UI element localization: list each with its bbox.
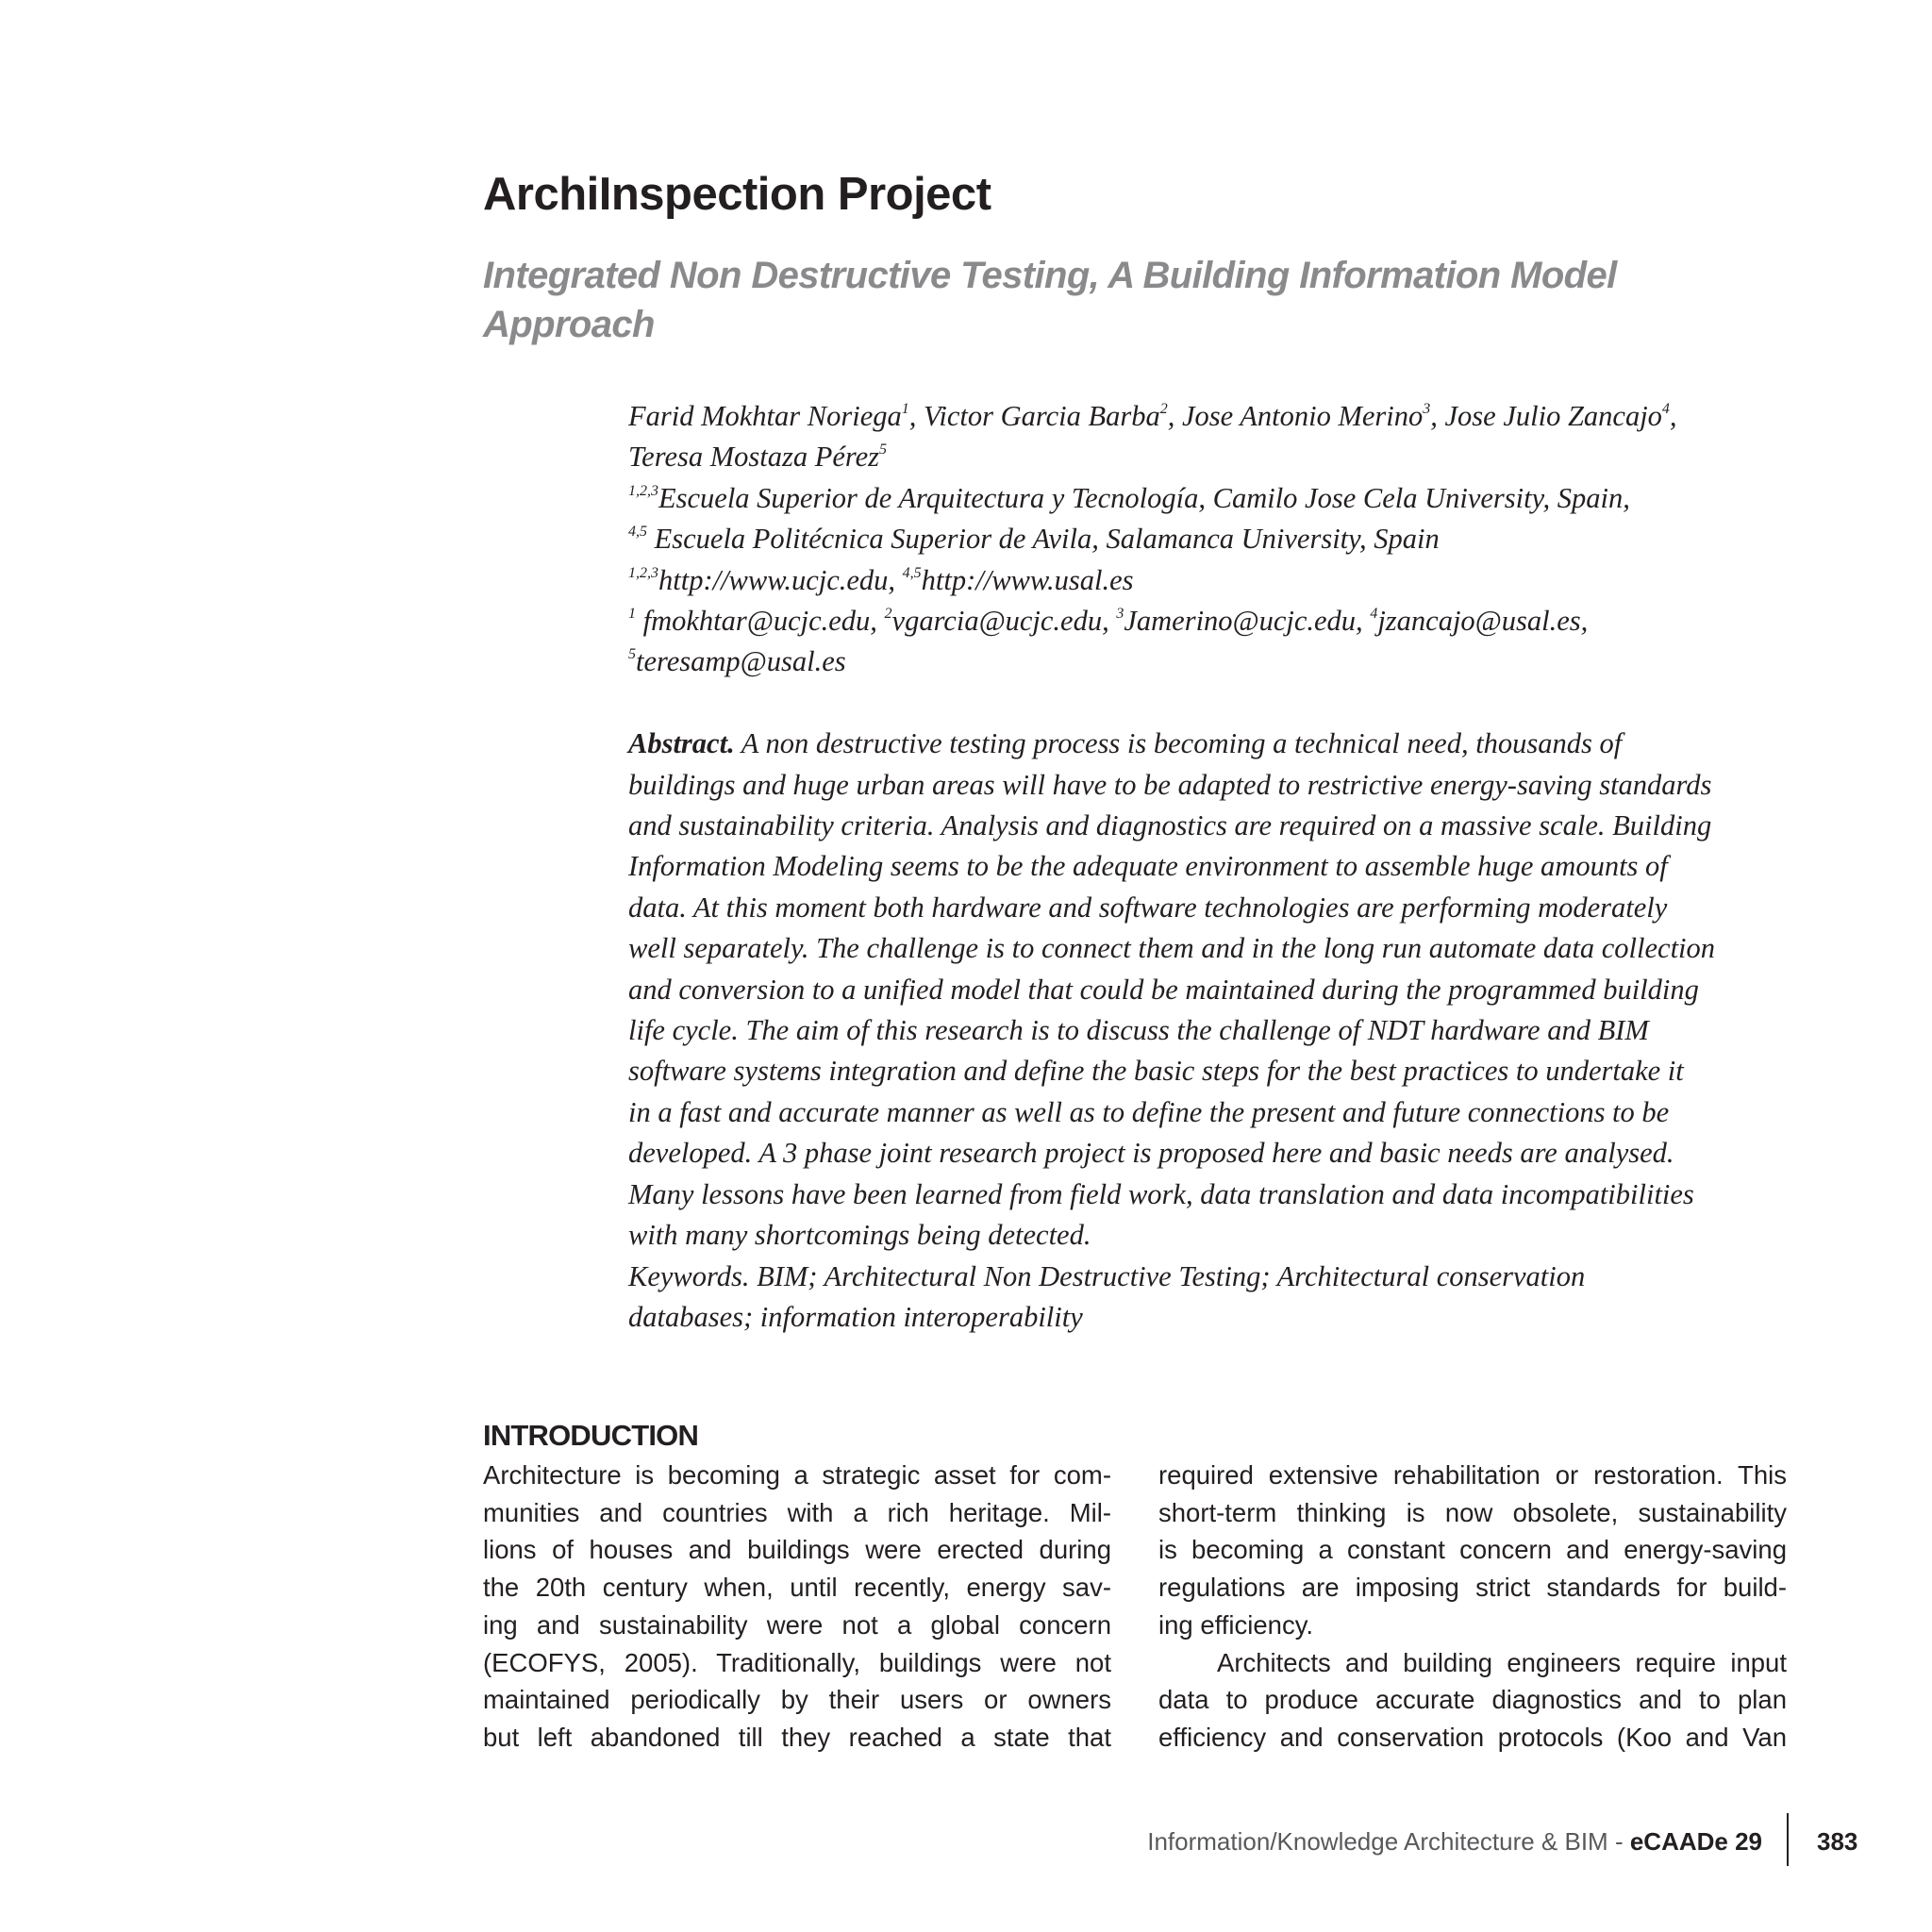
- author-line: [628, 437, 1807, 477]
- body-line: regulations are imposing strict standards for build-: [1158, 1573, 1787, 1603]
- abstract-line: and conversion to a unified model that could be maintained during the programmed building: [628, 973, 1699, 1006]
- affiliation-text: Escuela Superior de Arquitectura y Tecnología, Camilo Jose Cela University, Spain,: [658, 481, 1630, 514]
- body-line: data to produce accurate diagnostics and to plan: [1158, 1685, 1787, 1715]
- spacer: [628, 683, 1807, 724]
- page-number: 383: [1817, 1827, 1858, 1856]
- keywords-line: Keywords. BIM; Architectural Non Destructive Testing; Architectural conservation: [628, 1259, 1586, 1292]
- body-line: but left abandoned till they reached a state that: [483, 1722, 1111, 1752]
- front-matter: [628, 396, 1807, 1338]
- abstract-line: developed. A 3 phase joint research project is proposed here and basic needs are analysed.: [628, 1137, 1674, 1170]
- email-superscript: 5: [628, 646, 636, 663]
- abstract-line: [628, 724, 1807, 764]
- abstract-label: Abstract.: [628, 727, 735, 760]
- email-link[interactable]: Jamerino@ucjc.edu,: [1124, 605, 1363, 638]
- abstract-line: in a fast and accurate manner as well as to define the present and future connections to be: [628, 1095, 1670, 1128]
- author-superscript: 4: [1661, 401, 1670, 417]
- subtitle-line: Approach: [483, 304, 655, 345]
- body-line: lions of houses and buildings were erected during: [483, 1535, 1111, 1565]
- paper-title: ArchiInspection Project: [483, 169, 991, 220]
- body-column-left: [483, 1457, 1111, 1757]
- footer-divider: [1787, 1813, 1789, 1866]
- abstract-line: software systems integration and define the basic steps for the best practices to undertake it: [628, 1055, 1684, 1088]
- abstract-line: well separately. The challenge is to connect them and in the long run automate data collection: [628, 932, 1716, 965]
- email-line: [628, 641, 1807, 682]
- author-superscript: 3: [1423, 401, 1431, 417]
- author-name: Victor Garcia Barba: [924, 400, 1160, 432]
- paper-subtitle: [483, 251, 1709, 349]
- email-superscript: 1: [628, 606, 636, 623]
- abstract-line: Many lessons have been learned from field work, data translation and data incompatibilities: [628, 1177, 1694, 1210]
- body-line: ing and sustainability were not a global concern: [483, 1609, 1111, 1640]
- body-line: efficiency and conservation protocols (Koo and Van: [1158, 1722, 1787, 1752]
- affiliation-superscript: 1,2,3: [628, 482, 658, 499]
- abstract-line: and sustainability criteria. Analysis and diagnostics are required on a massive scale. Building: [628, 809, 1712, 842]
- section-heading-introduction: INTRODUCTION: [483, 1419, 699, 1452]
- author-superscript: 1: [901, 401, 909, 417]
- affiliation-superscript: 4,5: [628, 524, 647, 541]
- email-line: [628, 601, 1807, 641]
- email-link[interactable]: vgarcia@ucjc.edu,: [891, 605, 1109, 638]
- body-line: munities and countries with a rich heritage. Mil-: [483, 1497, 1111, 1527]
- abstract-block: [628, 724, 1807, 1338]
- email-link[interactable]: fmokhtar@ucjc.edu,: [636, 605, 877, 638]
- body-line: Architects and building engineers require input: [1217, 1647, 1787, 1677]
- affiliation-text: Escuela Politécnica Superior de Avila, Salamanca University, Spain: [647, 523, 1440, 556]
- abstract-line: life cycle. The aim of this research is to discuss the challenge of NDT hardware and BIM: [628, 1014, 1649, 1047]
- abstract-line: buildings and huge urban areas will have to be adapted to restrictive energy-saving standards: [628, 768, 1712, 801]
- abstract-line: Information Modeling seems to be the adequate environment to assemble huge amounts of: [628, 850, 1668, 883]
- body-line: ing efficiency.: [1158, 1609, 1314, 1640]
- affiliation-line: [628, 519, 1807, 559]
- body-line: Architecture is becoming a strategic asset for com-: [483, 1460, 1111, 1490]
- email-link[interactable]: jzancajo@usal.es,: [1377, 605, 1589, 638]
- website-superscript: 4,5: [902, 564, 922, 581]
- email-superscript: 2: [884, 606, 892, 623]
- email-superscript: 4: [1370, 606, 1378, 623]
- body-line: (ECOFYS, 2005). Traditionally, buildings were not: [483, 1647, 1111, 1677]
- website-line: [628, 560, 1807, 601]
- abstract-line: with many shortcomings being detected.: [628, 1219, 1091, 1252]
- running-footer: [1147, 1824, 1762, 1858]
- website-link[interactable]: http://www.usal.es: [921, 563, 1134, 596]
- footer-journal: eCAADe 29: [1629, 1827, 1762, 1856]
- author-name: Farid Mokhtar Noriega: [628, 400, 902, 432]
- body-line: required extensive rehabilitation or restoration. This: [1158, 1460, 1787, 1490]
- body-column-right: [1158, 1457, 1787, 1757]
- email-superscript: 3: [1116, 606, 1124, 623]
- author-line: Farid Mokhtar Noriega$^1$, Victor Garcia Barba$^2$, Jose Antonio Merino$^3$, Jose Julio Zancajo$^4$,: [628, 400, 1677, 432]
- body-line: is becoming a constant concern and energy-saving: [1158, 1535, 1787, 1565]
- website-superscript: 1,2,3: [628, 564, 658, 581]
- author-name: Jose Antonio Merino: [1182, 400, 1424, 432]
- abstract-text: A non destructive testing process is becoming a technical need, thousands of: [734, 727, 1623, 760]
- body-line: the 20th century when, until recently, energy sav-: [483, 1573, 1111, 1603]
- body-line: short-term thinking is now obsolete, sustainability: [1158, 1497, 1787, 1527]
- affiliation-line: [628, 478, 1807, 519]
- author-superscript: 2: [1159, 401, 1168, 417]
- subtitle-line: Integrated Non Destructive Testing, A Building Information Model: [483, 255, 1617, 296]
- author-name: Teresa Mostaza Pérez: [628, 441, 880, 474]
- email-link[interactable]: teresamp@usal.es: [636, 645, 846, 678]
- author-name: Jose Julio Zancajo: [1444, 400, 1662, 432]
- author-superscript: 5: [879, 441, 888, 458]
- keywords-line: databases; information interoperability: [628, 1300, 1083, 1333]
- body-line: maintained periodically by their users or owners: [483, 1685, 1111, 1715]
- website-link[interactable]: http://www.ucjc.edu,: [658, 563, 896, 596]
- abstract-line: data. At this moment both hardware and software technologies are performing moderately: [628, 891, 1668, 924]
- footer-section: Information/Knowledge Architecture & BIM -: [1147, 1827, 1630, 1856]
